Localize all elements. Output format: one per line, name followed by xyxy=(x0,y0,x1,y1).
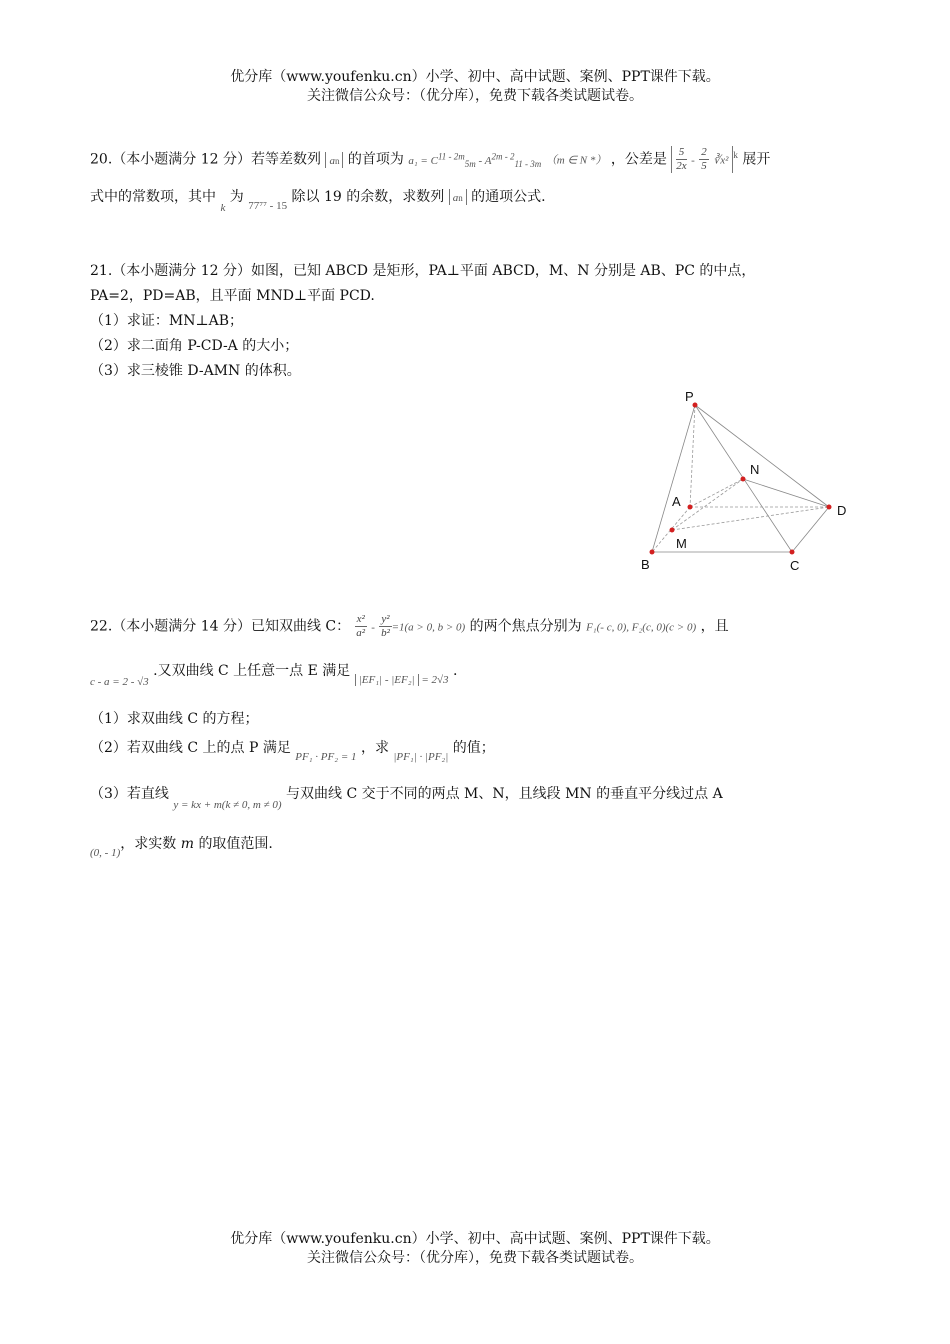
edge-AN xyxy=(690,479,743,507)
q21-sub-3: （3）求三棱锥 D-AMN 的体积。 xyxy=(90,363,301,379)
q22-x-frac: $\frac{\text{x²}}{\text{a²}}$ xyxy=(356,613,366,639)
q21-line-2: PA=2，PD=AB，且平面 MND⊥平面 PCD. xyxy=(90,288,375,304)
q20-first-term: $a_1 = C^{11 - 2m}_{5m} - A^{2m - 2}_{11 - 3m}$ xyxy=(408,150,542,169)
point-A xyxy=(688,505,693,510)
q22-ef-condition: |EF₁| - |EF₂| = 2√3 xyxy=(355,674,449,686)
page-footer xyxy=(0,1230,950,1268)
header-line-1: 优分库（www.youfenku.cn）小学、初中、高中试题、案例、PPT课件下载。 xyxy=(230,69,720,85)
edge-MN xyxy=(672,479,743,530)
point-N xyxy=(741,477,746,482)
q20-text-4: 展开 xyxy=(742,151,771,168)
q22-point-a: (0, - 1) xyxy=(90,847,121,859)
q20-sequence-an-2: an xyxy=(449,189,467,205)
q22-condition: =1(a > 0, b > 0) xyxy=(391,621,466,634)
q20-text-2: 的首项为 xyxy=(347,151,404,168)
q22-sub-1: （1）求双曲线 C 的方程； xyxy=(90,711,259,727)
q20-sequence-an: an xyxy=(325,152,343,168)
q22-foci: F₁(- c, 0), F₂(c, 0)(c > 0) xyxy=(586,621,697,634)
footer-line-1: 优分库（www.youfenku.cn）小学、初中、高中试题、案例、PPT课件下载。 xyxy=(230,1231,720,1247)
q22-dot-product: PF₁ · PF₂ = 1 xyxy=(295,751,357,763)
point-D xyxy=(827,505,832,510)
q22-c-minus-a: c - a = 2 - √3 xyxy=(90,676,149,688)
q20-line-2: 式中的常数项，其中 $_k$ 为 $_{77^{77} - 15}$ 除以 19 的余数，求数列 an 的通项公式. xyxy=(90,189,546,214)
label-N: N xyxy=(750,462,760,477)
header-line-2: 关注微信公众号：（优分库），免费下载各类试题试卷。 xyxy=(307,88,643,104)
q22-line-1: 22.（本小题满分 14 分）已知双曲线 C： $\frac{\text{x²}}{\text{a²}}$ - $\frac{\text{y²}}{\text{b²}}$ =1(a > 0, b > 0) 的两个焦点分别为 F₁(- c, 0), F₂(c, 0)(c > 0) ，且 xyxy=(90,613,729,639)
q20-text: 20.（本小题满分 12 分）若等差数列 xyxy=(90,151,321,168)
pyramid-figure xyxy=(630,385,860,580)
label-M: M xyxy=(676,536,687,551)
page-header xyxy=(0,68,950,106)
q22-sub-3: （3）若直线 $_{y = kx + m(k \ne 0, m \ne 0)}$ 与双曲线 C 交于不同的两点 M、N，且线段 MN 的垂直平分线过点 A xyxy=(90,786,723,811)
footer-line-2: 关注微信公众号：（优分库），免费下载各类试题试卷。 xyxy=(307,1250,643,1266)
q20-expression: 77⁷⁷ - 15 xyxy=(248,200,288,212)
label-P: P xyxy=(685,389,694,404)
q20-condition: （m ∈ N *） xyxy=(545,154,607,167)
edge-MD xyxy=(672,507,829,530)
q22-abs-product: |PF₁| · |PF₂| xyxy=(393,751,449,763)
edge-ND xyxy=(743,479,829,507)
edge-CD xyxy=(792,507,829,552)
point-B xyxy=(650,550,655,555)
point-M xyxy=(670,528,675,533)
edge-PD xyxy=(695,405,829,507)
q20-line-1: 20.（本小题满分 12 分）若等差数列 an 的首项为 $a_1 = C^{11 - 2m}_{5m} - A^{2m - 2}_{11 - 3m}$ （m ∈ N *） ，公差是 $\frac{5}{2x}$ - $\frac{2}{5}$ ∛x² $^k$ 展开 xyxy=(90,146,771,172)
q22-y-frac: $\frac{\text{y²}}{\text{b²}}$ xyxy=(381,613,390,639)
q21-sub-1: （1）求证：MN⊥AB； xyxy=(90,313,244,329)
q22-sub-2: （2）若双曲线 C 上的点 P 满足 $_{PF_1 \cdot PF_2 = 1}$ ，求 $_{|PF_1| \cdot |PF_2|}$ 的值； xyxy=(90,740,495,763)
q20-binomial: $\frac{5}{2x}$ - $\frac{2}{5}$ ∛x² xyxy=(671,146,733,173)
q21-line-1: 21.（本小题满分 12 分）如图，已知 ABCD 是矩形，PA⊥平面 ABCD，M、N 分别是 AB、PC 的中点， xyxy=(90,263,756,279)
label-C: C xyxy=(790,558,800,573)
point-C xyxy=(790,550,795,555)
label-D: D xyxy=(837,503,847,518)
q20-text-3: ，公差是 xyxy=(610,151,667,168)
q22-sub-3-cont: $_{(0, - 1)}$，求实数 m 的取值范围. xyxy=(90,836,273,859)
q22-line-2: $_{c - a = 2 - √3}$ .又双曲线 C 上任意一点 E 满足 $_{|EF_1| - |EF_2| = 2√3}$ . xyxy=(90,663,458,688)
label-B: B xyxy=(641,557,650,572)
q20-k: k xyxy=(220,202,226,214)
q22-line-equation: y = kx + m(k ≠ 0, m ≠ 0) xyxy=(173,799,282,811)
q21-sub-2: （2）求二面角 P-CD-A 的大小； xyxy=(90,338,299,354)
label-A: A xyxy=(672,494,681,509)
